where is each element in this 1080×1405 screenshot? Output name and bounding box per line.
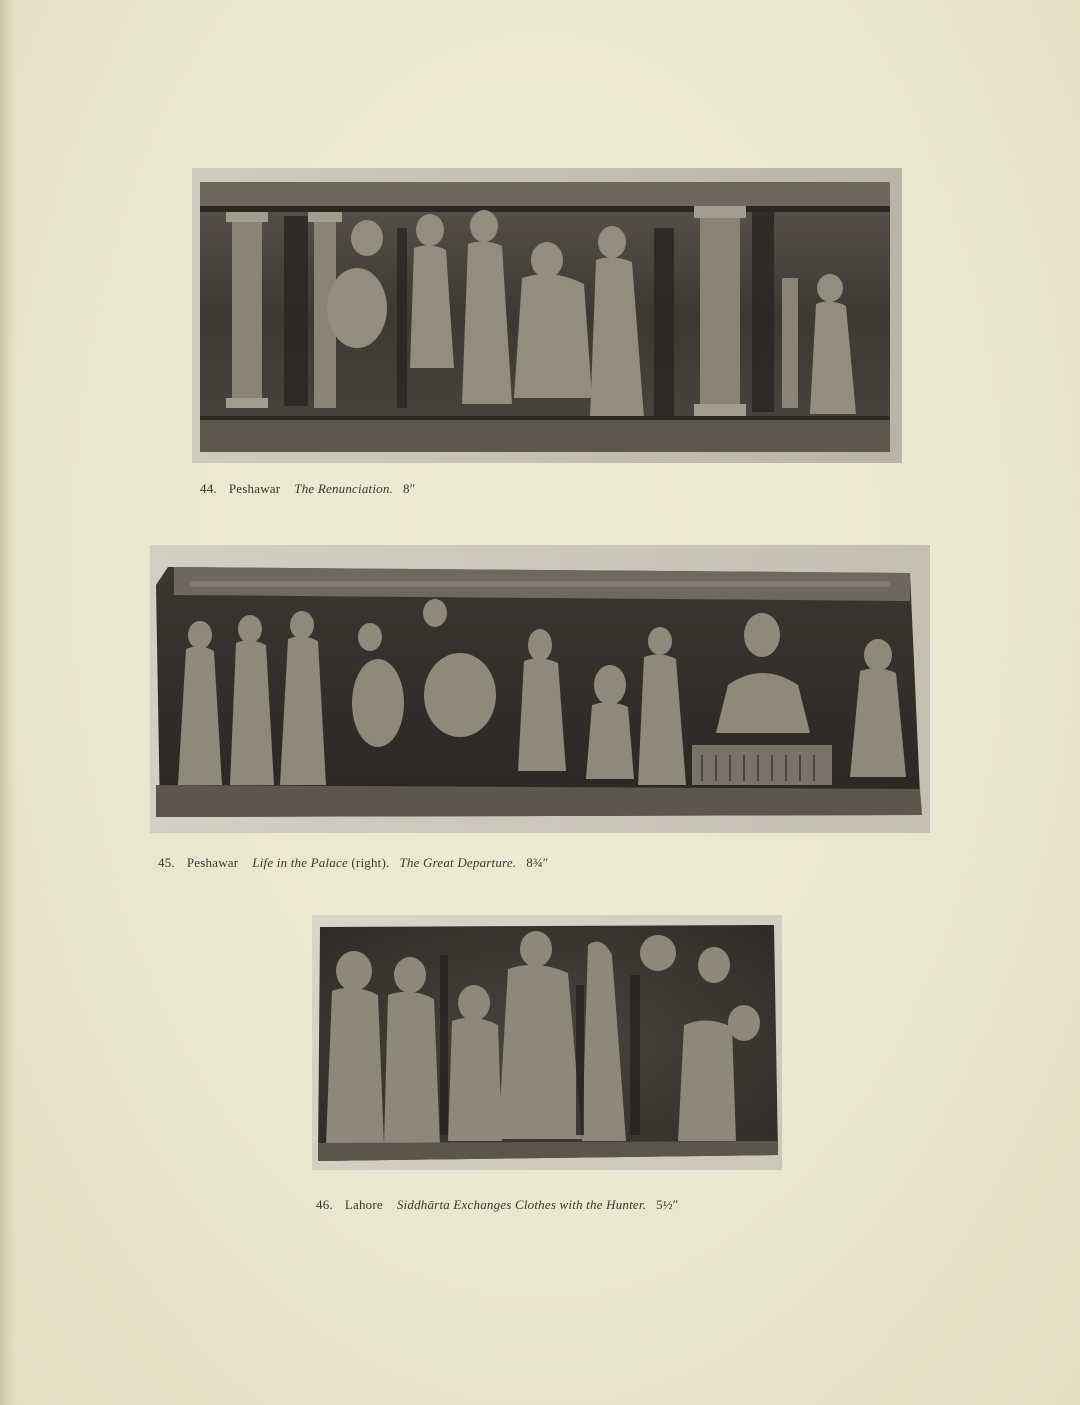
plate-44-title: The Renunciation. [294, 481, 393, 496]
plate-45-size: 8¾″ [526, 855, 549, 870]
plate-46-size: 5½″ [656, 1197, 679, 1212]
plate-46-caption [316, 1197, 678, 1213]
plate-45-title: Life in the Palace [252, 855, 348, 870]
plate-44-size: 8″ [403, 481, 416, 496]
plate-44-caption [200, 481, 415, 497]
plate-46-relief-photo [312, 915, 782, 1170]
plate-45-title-2: The Great Departure. [399, 855, 517, 870]
plate-45-qualifier: (right). [351, 855, 390, 870]
plate-46-number: 46. [316, 1197, 333, 1212]
page-gutter-shadow [0, 0, 16, 1405]
plate-45-place: Peshawar [186, 855, 239, 870]
plate-46-place: Lahore [344, 1197, 383, 1212]
plate-44-place: Peshawar [228, 481, 281, 496]
plate-45-caption [158, 855, 549, 871]
plate-45-relief-photo [150, 545, 930, 833]
plate-44-number: 44. [200, 481, 217, 496]
plate-45-number: 45. [158, 855, 175, 870]
plate-46-title: Siddhārta Exchanges Clothes with the Hunter. [396, 1197, 647, 1212]
plate-44-relief-photo [192, 168, 902, 463]
